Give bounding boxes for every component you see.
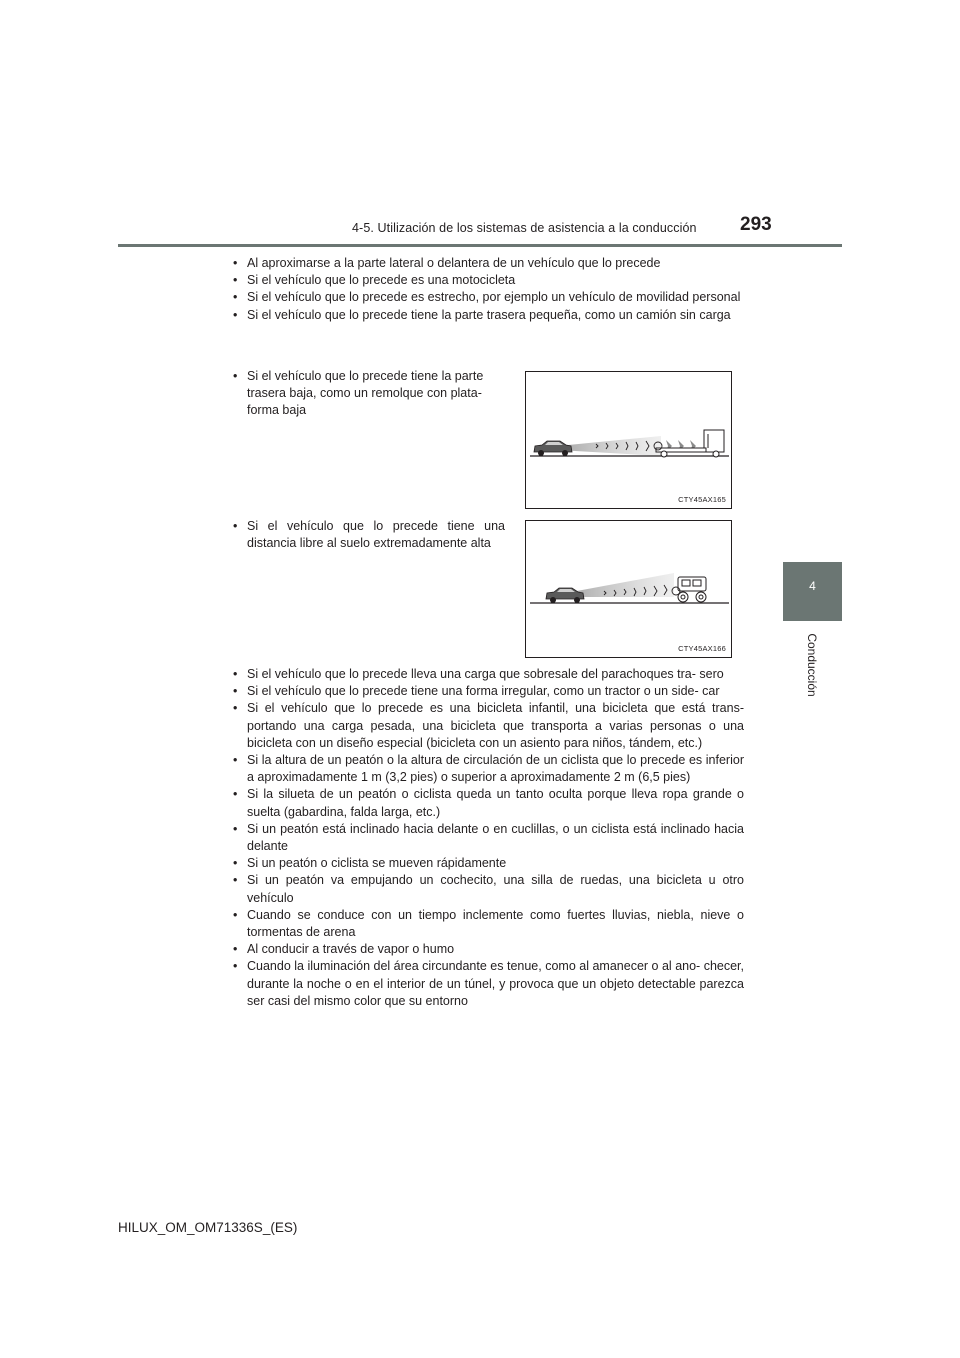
list-item: • Si el vehículo que lo precede tiene la parte trasera pequeña, como un camión sin carga	[230, 307, 744, 324]
header-divider	[118, 244, 842, 247]
list-item: • Al aproximarse a la parte lateral o delantera de un vehículo que lo precede	[230, 255, 744, 272]
radar-beam	[558, 436, 661, 456]
bullet-list-low-trailer	[230, 368, 505, 420]
list-item: • Cuando se conduce con un tiempo inclemente como fuertes lluvias, niebla, nieve o tormentas de arena	[230, 907, 744, 941]
list-item: • Si un peatón o ciclista se mueven rápidamente	[230, 855, 744, 872]
figure-code: CTY45AX166	[678, 644, 726, 653]
document-code: HILUX_OM_OM71336S_(ES)	[118, 1220, 298, 1235]
list-item: • Si un peatón va empujando un cochecito, una silla de ruedas, una bicicleta u otro vehículo	[230, 872, 744, 906]
list-item: • Si el vehículo que lo precede es una motocicleta	[230, 272, 744, 289]
figure-low-trailer	[525, 371, 732, 509]
high-clearance-illustration	[526, 521, 733, 659]
list-item: • Cuando la iluminación del área circundante es tenue, como al amanecer o al ano- checer, durante la noche o en el interior de un túnel, y provoca que un objeto detectable parezca ser casi del mismo color que su entorno	[230, 958, 744, 1010]
list-item: • Si un peatón está inclinado hacia delante o en cuclillas, o un ciclista está inclinado hacia delante	[230, 821, 744, 855]
list-item: • Si el vehículo que lo precede tiene una forma irregular, como un tractor o un side- car	[230, 683, 744, 700]
list-item: • Al conducir a través de vapor o humo	[230, 941, 744, 958]
list-item: • Si el vehículo que lo precede es una bicicleta infantil, una bicicleta que está trans- portando una carga pesada, una bicicleta que transporta a varias personas o una bicicleta con un diseño especial (bicicleta con un asiento para niños, tándem, etc.)	[230, 700, 744, 752]
list-item: • Si el vehículo que lo precede es estrecho, por ejemplo un vehículo de movilidad personal	[230, 289, 744, 306]
car-icon	[546, 588, 584, 603]
chapter-number: 4	[809, 579, 816, 593]
section-title: 4-5. Utilización de los sistemas de asistencia a la conducción	[352, 221, 697, 235]
list-item: • Si la silueta de un peatón o ciclista queda un tanto oculta porque lleva ropa grande o suelta (gabardina, falda larga, etc.)	[230, 786, 744, 820]
chapter-label: Conducción	[805, 633, 819, 697]
list-item: • Si el vehículo que lo precede tiene una distancia libre al suelo extremadamente alta	[230, 518, 505, 552]
list-item: • Si el vehículo que lo precede lleva una carga que sobresale del parachoques tra- sero	[230, 666, 744, 683]
bullet-list-top	[230, 255, 744, 324]
bullet-list-bottom	[230, 666, 744, 1010]
truck-icon	[656, 430, 724, 457]
list-item: • Si la altura de un peatón o la altura de circulación de un ciclista que lo precede es inferior a aproximadamente 1 m (3,2 pies) o superior a aproximadamente 2 m (6,5 pies)	[230, 752, 744, 786]
truck-low-trailer-illustration	[526, 372, 733, 510]
suv-icon	[678, 577, 706, 602]
figure-code: CTY45AX165	[678, 495, 726, 504]
bullet-list-high-clearance	[230, 518, 505, 552]
figure-high-clearance	[525, 520, 732, 658]
chapter-tab[interactable]	[783, 562, 842, 621]
car-icon	[534, 441, 572, 456]
list-item: • Si el vehículo que lo precede tiene la parte trasera baja, como un remolque con plata- forma baja	[230, 368, 505, 420]
page-number: 293	[740, 214, 772, 235]
